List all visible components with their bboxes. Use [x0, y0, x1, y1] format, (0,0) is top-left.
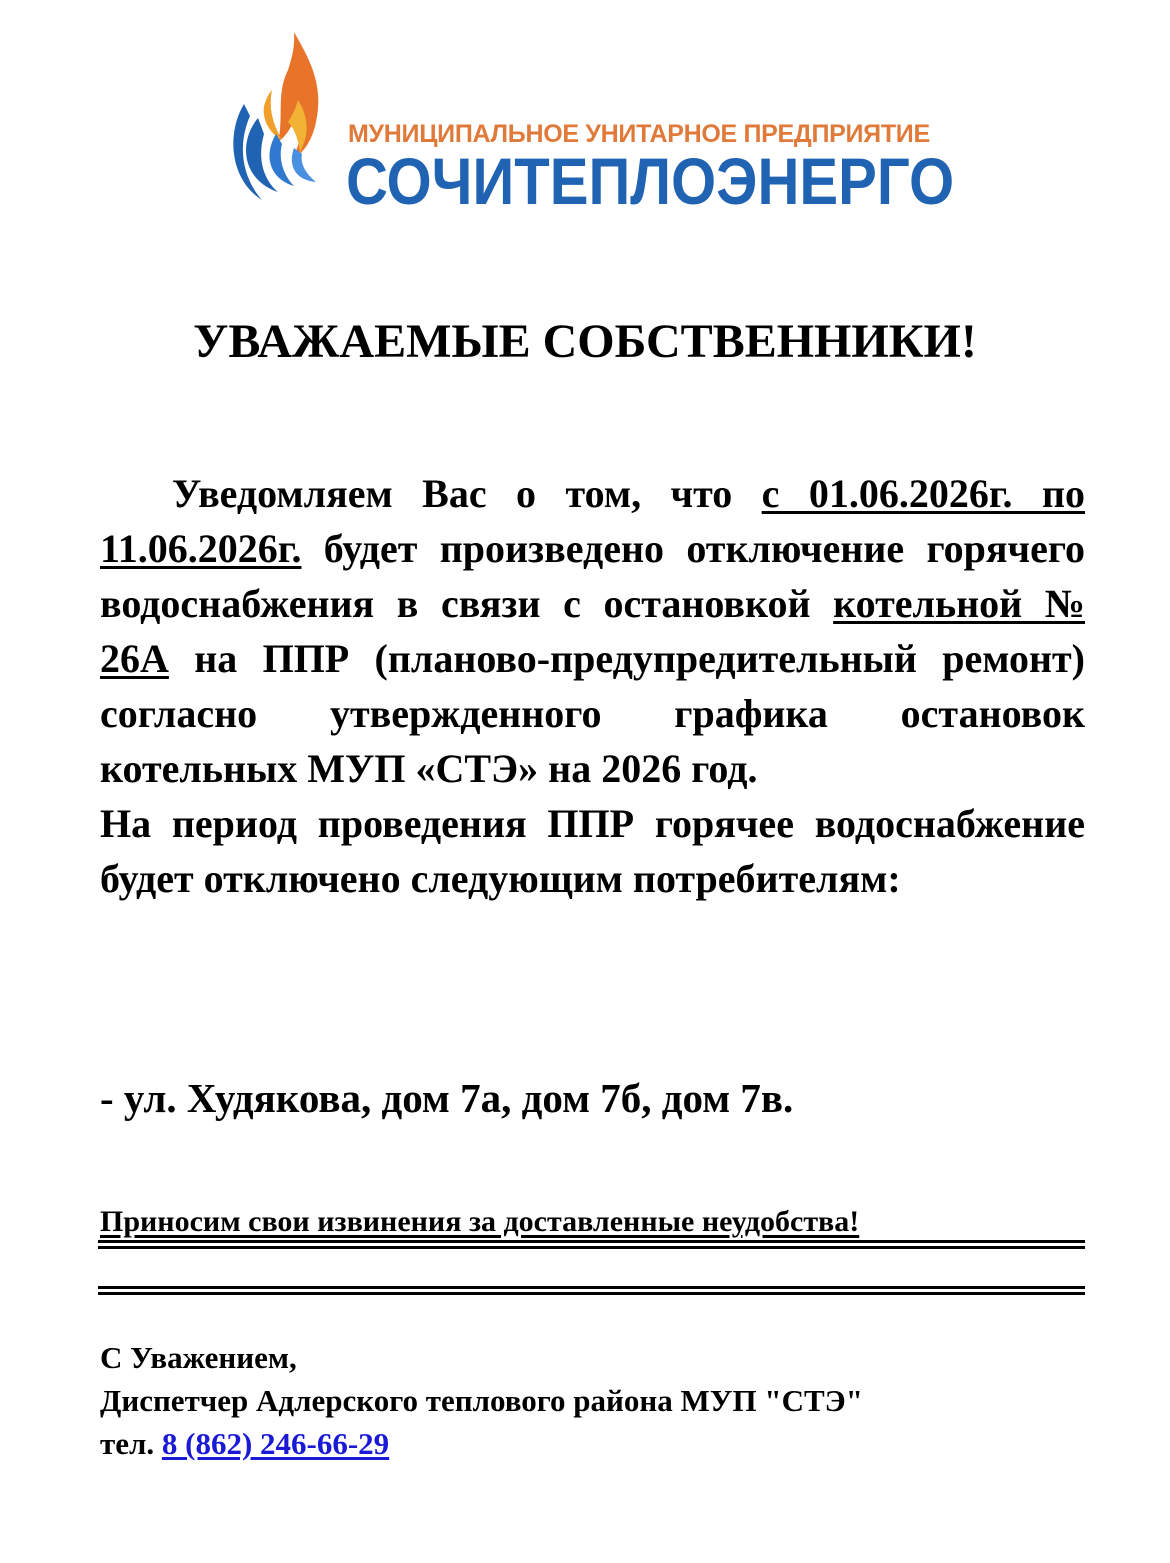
notice-body	[100, 466, 1085, 906]
outage-period: с 01.06.2026г. по 11.06.2026г.	[100, 471, 1086, 571]
phone-label: тел.	[100, 1426, 162, 1461]
boiler-house-number: котельной № 26А	[100, 581, 1085, 681]
signature-greeting: С Уважением,	[100, 1340, 297, 1375]
logo-company-name: СОЧИТЕПЛОЭНЕРГО	[346, 144, 955, 218]
notice-text-middle: будет произведено отключение горячего водоснабжения в связи с остановкой	[100, 526, 1085, 626]
notice-text-end: на ППР (планово-предупредительный ремонт) согласно утвержденного графика остановок котельных МУП «СТЭ» на 2026 год.	[100, 636, 1085, 791]
notice-paragraph-1	[100, 466, 1085, 796]
affected-address: - ул. Худякова, дом 7а, дом 7б, дом 7в.	[100, 1075, 794, 1121]
notice-paragraph-2: На период проведения ППР горячее водоснабжение будет отключено следующим потребителям:	[100, 801, 1085, 901]
phone-link[interactable]: 8 (862) 246-66-29	[161, 1426, 390, 1461]
signature-block	[100, 1336, 863, 1465]
company-logo	[232, 30, 1022, 218]
notice-text-intro: Уведомляем Вас о том, что	[172, 471, 762, 516]
signature-phone-line	[100, 1422, 863, 1465]
double-divider-top	[98, 1240, 1085, 1249]
flame-water-icon	[232, 30, 342, 205]
double-divider-bottom	[98, 1286, 1085, 1295]
apology-text: Приносим свои извинения за доставленные неудобства!	[100, 1205, 860, 1238]
signature-position: Диспетчер Адлерского теплового района МУП "СТЭ"	[100, 1383, 863, 1418]
logo-subtitle: МУНИЦИПАЛЬНОЕ УНИТАРНОЕ ПРЕДПРИЯТИЕ	[348, 120, 930, 148]
page-title: УВАЖАЕМЫЕ СОБСТВЕННИКИ!	[193, 315, 977, 368]
